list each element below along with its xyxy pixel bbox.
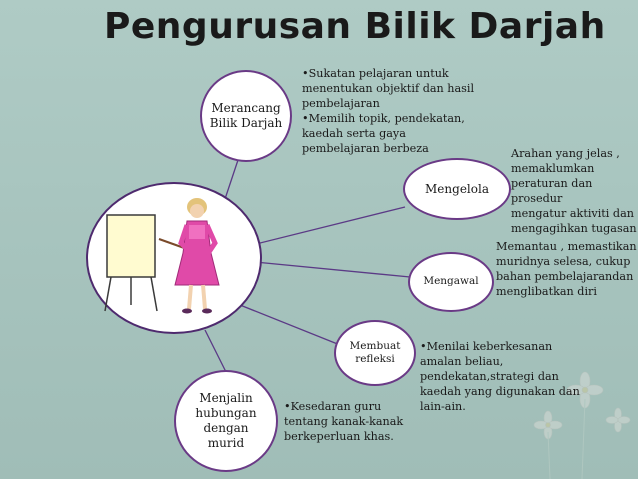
node-merancang-label: Merancang Bilik Darjah xyxy=(209,101,283,130)
node-membuat-refleksi-label: Membuat refleksi xyxy=(349,339,401,365)
note-merancang: •Sukatan pelajaran untuk menentukan objektif dan hasil pembelajaran •Memilih topik, pendekatan, kaedah serta gaya pembelajaran berbeza xyxy=(302,67,475,155)
node-menjalin-hubungan xyxy=(174,370,278,472)
node-merancang xyxy=(200,70,292,162)
note-menjalin-hubungan: •Kesedaran guru tentang kanak-kanak berkeperluan khas. xyxy=(284,400,404,443)
teacher-easel-icon xyxy=(99,193,249,323)
node-membuat-refleksi xyxy=(334,320,416,386)
connector-refleksi xyxy=(240,305,340,345)
page-title: Pengurusan Bilik Darjah xyxy=(104,6,606,47)
note-mengelola: Arahan yang jelas , memaklumkan peraturan dan prosedur mengatur aktiviti dan mengagihkan tugasan xyxy=(511,147,637,235)
node-mengawal-label: Mengawal xyxy=(423,275,479,288)
node-mengelola xyxy=(403,158,511,220)
center-node xyxy=(86,182,262,334)
connector-mengawal xyxy=(255,262,410,277)
node-mengelola-label: Mengelola xyxy=(425,181,489,196)
connector-mengelola xyxy=(252,207,405,245)
node-mengawal xyxy=(408,252,494,312)
node-menjalin-hubungan-label: Menjalin hubungan dengan murid xyxy=(195,391,257,450)
note-mengawal: Memantau , memastikan muridnya selesa, cukup bahan pembelajarandan menglibatkan diri xyxy=(496,240,637,298)
note-membuat-refleksi: •Menilai keberkesanan amalan beliau, pendekatan,strategi dan kaedah yang digunakan dan lain-ain. xyxy=(420,340,580,413)
